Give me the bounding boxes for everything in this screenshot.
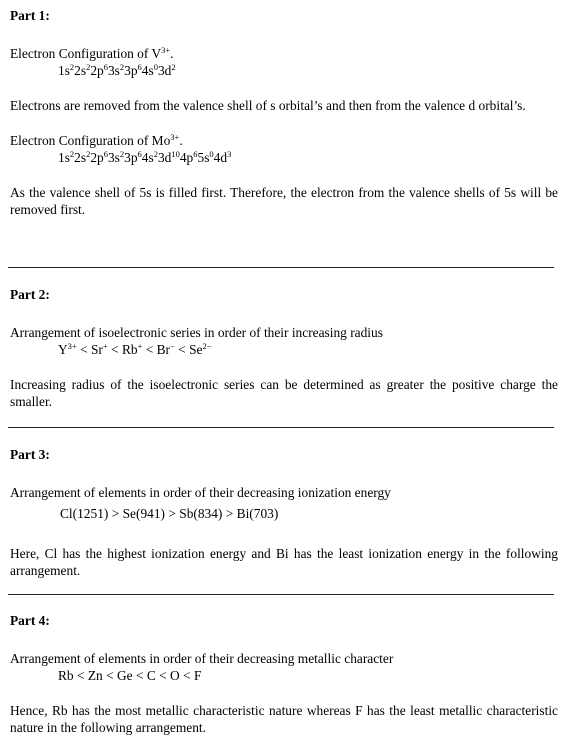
- orbital-electrons: 2: [119, 149, 125, 159]
- orbital-term: [58, 63, 74, 78]
- orbital-electrons: 6: [137, 149, 142, 159]
- orbital-electrons: 2: [153, 149, 158, 159]
- orbital-term: [180, 150, 198, 165]
- ion-term: [58, 342, 77, 357]
- part-1-title: Part 1:: [10, 8, 50, 23]
- orbital-electrons: 6: [103, 149, 108, 159]
- orbital-term: [108, 63, 124, 78]
- part-2-title: Part 2:: [10, 287, 50, 302]
- less-than-operator: <: [76, 342, 91, 357]
- orbital-label: 4s: [141, 63, 154, 78]
- orbital-term: [74, 150, 90, 165]
- orbital-label: 3s: [107, 63, 120, 78]
- orbital-label: 4p: [179, 150, 194, 165]
- orbital-electrons: 2: [119, 62, 125, 72]
- orbital-label: 3d: [157, 63, 172, 78]
- orbital-term: [58, 150, 74, 165]
- orbital-label: 4s: [141, 150, 154, 165]
- ion-charge: +: [102, 341, 108, 351]
- isoelectronic-series: [58, 341, 558, 358]
- orbital-label: 2s: [74, 150, 87, 165]
- orbital-label: 3p: [124, 150, 138, 165]
- part-3-explanation: Here, Cl has the highest ionization energy and Bi has the least ionization energy in the following arrangement.: [10, 546, 558, 578]
- part-4-section: [10, 612, 558, 736]
- orbital-electrons: 2: [86, 149, 91, 159]
- mo-charge: 3+: [170, 132, 180, 142]
- orbital-electrons: 6: [193, 149, 198, 159]
- divider-1: [8, 267, 554, 268]
- ion-term: [122, 342, 142, 357]
- orbital-electrons: 0: [209, 149, 214, 159]
- less-than-operator: <: [142, 342, 157, 357]
- orbital-term: [124, 63, 142, 78]
- orbital-term: [124, 150, 142, 165]
- orbital-electrons: 2: [69, 62, 75, 72]
- ion-charge: 3+: [67, 341, 77, 351]
- part-3-title: Part 3:: [10, 447, 50, 462]
- divider-2: [8, 427, 554, 428]
- v-electron-configuration: [58, 62, 558, 79]
- ion-charge: −: [170, 341, 175, 351]
- part-3-intro: Arrangement of elements in order of their decreasing ionization energy: [10, 485, 391, 500]
- orbital-electrons: 6: [103, 62, 108, 72]
- metallic-character-series: Rb < Zn < Ge < C < O < F: [58, 668, 202, 683]
- mo-electron-configuration: [58, 149, 558, 166]
- mo-label-text: Electron Configuration of Mo: [10, 133, 171, 148]
- part-4-explanation: Hence, Rb has the most metallic characteristic nature whereas F has the least metallic characteristic nature in the following arrangement.: [10, 703, 558, 735]
- orbital-term: [158, 63, 176, 78]
- v-charge: 3+: [161, 45, 171, 55]
- orbital-electrons: 2: [69, 149, 75, 159]
- orbital-electrons: 6: [137, 62, 142, 72]
- orbital-label: 1s: [58, 63, 70, 78]
- orbital-label: 5s: [197, 150, 210, 165]
- ion-term: [91, 342, 108, 357]
- v-label-dot: .: [170, 46, 174, 61]
- orbital-term: [74, 63, 90, 78]
- less-than-operator: <: [107, 342, 122, 357]
- orbital-label: 2p: [90, 150, 104, 165]
- part-3-section: [10, 446, 558, 579]
- orbital-electrons: 2: [86, 62, 91, 72]
- orbital-term: [90, 63, 108, 78]
- orbital-label: 1s: [58, 150, 70, 165]
- orbital-label: 4d: [213, 150, 228, 165]
- divider-3: [8, 594, 554, 595]
- orbital-label: 3d: [157, 150, 172, 165]
- ion-symbol: Se: [189, 342, 203, 357]
- ionization-energy-series: Cl(1251) > Se(941) > Sb(834) > Bi(703): [60, 506, 279, 521]
- orbital-electrons: 0: [153, 62, 158, 72]
- ion-charge: +: [137, 341, 143, 351]
- orbital-label: 3s: [107, 150, 120, 165]
- mo-label-dot: .: [179, 133, 183, 148]
- ion-term: [189, 342, 211, 357]
- orbital-term: [142, 150, 158, 165]
- orbital-label: 3p: [124, 63, 138, 78]
- orbital-term: [108, 150, 124, 165]
- ion-charge: 2−: [202, 341, 212, 351]
- orbital-term: [198, 150, 214, 165]
- part-4-title: Part 4:: [10, 613, 50, 628]
- v-label-text: Electron Configuration of V: [10, 46, 162, 61]
- part-2-explanation: Increasing radius of the isoelectronic series can be determined as greater the positive charge the smaller.: [10, 377, 558, 409]
- part-1-section: [10, 7, 558, 218]
- ion-symbol: Rb: [121, 342, 138, 357]
- mo-explanation: As the valence shell of 5s is filled first. Therefore, the electron from the valence shells of 5s will be removed first.: [10, 185, 558, 217]
- less-than-operator: <: [174, 342, 190, 357]
- ion-symbol: Sr: [90, 342, 103, 357]
- orbital-term: [142, 63, 158, 78]
- orbital-term: [158, 150, 180, 165]
- v-explanation: Electrons are removed from the valence shell of s orbital’s and then from the valence d orbital’s.: [10, 98, 526, 113]
- orbital-label: 2p: [90, 63, 104, 78]
- orbital-electrons: 3: [227, 149, 232, 159]
- orbital-term: [90, 150, 108, 165]
- v-config-label: [10, 45, 558, 62]
- part-2-section: [10, 286, 558, 410]
- part-4-intro: Arrangement of elements in order of their decreasing metallic character: [10, 651, 394, 666]
- part-2-intro: Arrangement of isoelectronic series in order of their increasing radius: [10, 325, 383, 340]
- orbital-label: 2s: [74, 63, 87, 78]
- mo-config-label: [10, 132, 558, 149]
- ion-symbol: Br: [156, 342, 171, 357]
- ion-term: [157, 342, 175, 357]
- orbital-electrons: 10: [171, 149, 180, 159]
- ion-symbol: Y: [58, 342, 68, 357]
- orbital-electrons: 2: [171, 62, 176, 72]
- orbital-term: [214, 150, 232, 165]
